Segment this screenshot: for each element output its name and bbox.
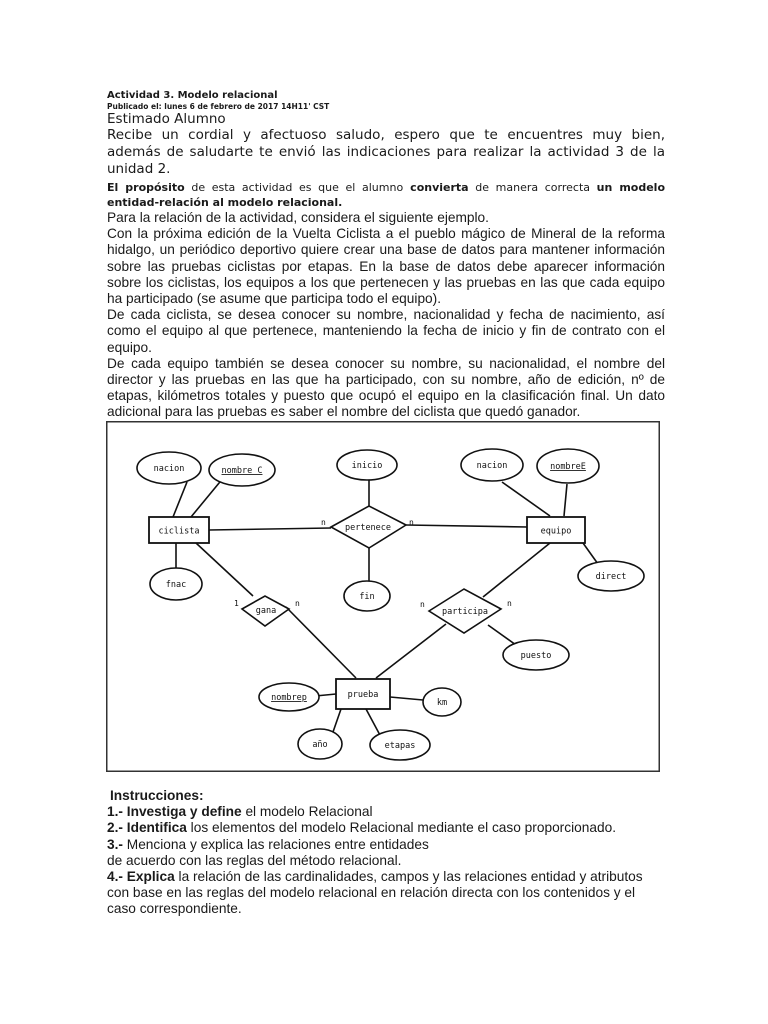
instruction-text: los elementos del modelo Relacional mediante el caso proporcionado. (186, 820, 616, 836)
relationship-participa-label: participa (441, 607, 489, 617)
published-date: Publicado el: lunes 6 de febrero de 2017 14H11' CST (107, 102, 330, 111)
attr-nombre-e-label: nombreE (550, 462, 586, 472)
activity-title: Actividad 3. Modelo relacional (107, 90, 278, 101)
ciclista-paragraph: De cada ciclista, se desea conocer su nombre, nacionalidad y fecha de nacimiento, así como el equipo al que pertenece, manteniendo la fecha de inicio y fin de contrato con el equipo. (107, 307, 665, 355)
card-gana-1: 1 (234, 599, 239, 608)
attr-puesto-label: puesto (520, 651, 552, 661)
instruction-lead: 2.- Identifica (107, 820, 187, 836)
attr-nombre-c-label: nombre C (221, 466, 263, 476)
instruction-lead: 4.- Explica (107, 869, 175, 885)
purpose-verb: convierta (403, 181, 469, 194)
instruction-text: el modelo Relacional (241, 804, 373, 820)
attr-fin-label: fin (359, 592, 375, 602)
instruction-text: la relación de las cardinalidades, campos y las relaciones entidad y atributos con base en las reglas del modelo relacional en relación directa con los contenidos y el caso correspondiente. (107, 869, 643, 917)
intro-paragraph: Recibe un cordial y afectuoso saludo, espero que te encuentres muy bien, además de saludarte te envió las indicaciones para realizar la actividad 3 de la unidad 2. (107, 127, 665, 177)
instructions (107, 788, 667, 918)
relationship-pertenece-label: pertenece (344, 523, 392, 533)
purpose-label: El propósito (107, 181, 185, 194)
entity-prueba-label: prueba (347, 690, 379, 700)
card-gana-n: n (295, 599, 300, 608)
document-body (107, 88, 665, 421)
instruction-lead: 3.- (107, 836, 123, 852)
instruction-item (107, 820, 667, 836)
relationship-gana-label: gana (255, 606, 277, 616)
attr-km-label: km (436, 698, 448, 708)
instruction-item (107, 804, 667, 820)
attr-etapas-label: etapas (384, 741, 416, 751)
er-diagram (106, 421, 660, 772)
example-intro: Para la relación de la actividad, considera el siguiente ejemplo. (107, 210, 489, 225)
attr-direct-label: direct (595, 572, 627, 582)
instruction-item (107, 837, 667, 853)
card-participa-right: n (507, 599, 512, 608)
attr-fnac-label: fnac (165, 580, 187, 590)
attr-nacion-e-label: nacion (476, 461, 508, 471)
purpose-text-2: el alumno (345, 181, 404, 194)
entity-ciclista-label: ciclista (158, 526, 200, 537)
attr-nombre-p-label: nombrep (271, 693, 307, 703)
equipo-paragraph: De cada equipo también se desea conocer su nombre, su nacionalidad, el nombre del director y las pruebas en las que ha participado, con su nombre, año de edición, nº de etapas, kilómetros totales y puesto que ocupó el equipo en la clasificación final. Un dato adicional para las pruebas es saber el nombre del ciclista que quedó ganador. (107, 355, 665, 420)
case-paragraph: Con la próxima edición de la Vuelta Ciclista a el pueblo mágico de Mineral de la reforma hidalgo, un periódico deportivo quiere crear una base de datos para mantener información sobre las pruebas ciclistas por etapas. En la base de datos debe aparecer información sobre los ciclistas, los equipos a los que pertenecen y las pruebas en las que cada equipo ha participado (se asume que participa todo el equipo). (107, 226, 665, 307)
instruction-item-continued: de acuerdo con las reglas del método relacional. (107, 852, 402, 868)
greeting: Estimado Alumno (107, 111, 226, 127)
instructions-heading: Instrucciones: (110, 788, 204, 803)
instruction-lead: 1.- Investiga y define (107, 804, 242, 820)
purpose-text-1: de esta actividad es que (184, 181, 346, 194)
attr-nacion-c-label: nacion (153, 464, 185, 474)
card-pertenece-equipo: n (409, 518, 414, 527)
instruction-item (107, 869, 667, 918)
purpose-paragraph (107, 180, 665, 210)
attr-inicio-label: inicio (351, 461, 383, 471)
card-participa-left: n (420, 600, 425, 609)
entity-equipo-label: equipo (540, 526, 572, 537)
instruction-text: Menciona y explica las relaciones entre entidades (122, 836, 429, 852)
attr-anio-label: año (312, 740, 328, 750)
card-ciclista-pertenece: n (321, 518, 326, 527)
purpose-goal: un modelo entidad-relación al modelo relacional. (107, 181, 665, 209)
purpose-text-3: de manera correcta (468, 181, 597, 194)
